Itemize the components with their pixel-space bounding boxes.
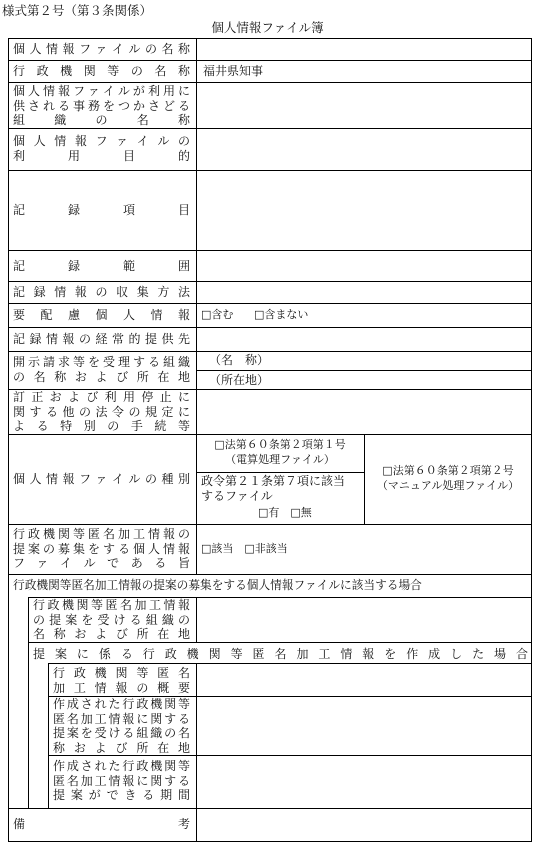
indent-line (48, 663, 49, 808)
row-divider (8, 524, 532, 525)
label-info-overview: 行政機関等匿名 加工情報の概要 (53, 666, 190, 695)
column-divider (196, 663, 197, 808)
row-divider (8, 170, 532, 171)
row-divider (48, 663, 532, 664)
column-divider (196, 808, 197, 842)
label-collection-method: 記録情報の収集方法 (13, 285, 190, 299)
column-divider (196, 597, 197, 642)
label-proposal-period: 作成された行政機関等 匿名加工情報に関する 提案ができる期間 (53, 759, 190, 802)
column-divider (364, 434, 365, 524)
row-divider (8, 351, 532, 352)
label-purpose: 個人情報ファイルの 利用目的 (13, 134, 190, 163)
label-disclosure-office: 開示請求等を受理する組織 の名称および所在地 (13, 355, 190, 384)
checkbox-electronic-file[interactable]: □法第６０条第２項第１号 （電算処理ファイル） (214, 438, 346, 466)
row-divider (8, 327, 532, 328)
label-file-type: 個人情報ファイルの種別 (13, 472, 190, 486)
cell-divider (196, 370, 532, 371)
value-agency: 福井県知事 (203, 64, 264, 78)
ordinance-note: 政令第２１条第７項に該当 するファイル (201, 474, 346, 503)
label-record-items: 記録項目 (13, 203, 190, 217)
indent-line (28, 597, 29, 808)
row-divider (8, 250, 532, 251)
label-organization: 個人情報ファイルが利用に 供される事務をつかさどる 組織の名称 (13, 84, 190, 127)
row-divider (8, 281, 532, 282)
checkbox-applicable[interactable]: □該当 □非該当 (201, 542, 288, 555)
disclosure-name-label: （名 称） (209, 353, 270, 367)
subsection-created-case: 提案に係る行政機関等匿名加工情報を作成した場合 (33, 647, 528, 661)
label-proposal-receiver: 行政機関等匿名加工情報 の提案を受ける組織の 名称および所在地 (33, 598, 190, 641)
checkbox-not-contains[interactable]: □含まない (254, 308, 309, 321)
disclosure-address-label: （所在地） (209, 373, 270, 387)
section-anonymized-case: 行政機関等匿名加工情報の提案の募集をする個人情報ファイルに該当する場合 (13, 578, 422, 592)
label-regular-provision: 記録情報の経常的提供先 (13, 332, 190, 346)
label-agency: 行政機関等の名称 (13, 64, 190, 78)
label-sensitive-info: 要配慮個人情報 (13, 308, 190, 322)
checkbox-contains[interactable]: □含む (201, 308, 234, 321)
row-divider (8, 82, 532, 83)
row-divider (8, 808, 532, 809)
row-divider (48, 755, 532, 756)
label-record-scope: 記録範囲 (13, 259, 190, 273)
row-divider (28, 642, 532, 643)
cell-divider (196, 472, 364, 473)
row-divider (8, 303, 532, 304)
form-title: 個人情報ファイル簿 (211, 20, 324, 35)
row-divider (8, 60, 532, 61)
row-divider (8, 434, 532, 435)
checkbox-manual-file[interactable]: □法第６０条第２項第２号 （マニュアル処理ファイル） (376, 464, 520, 492)
column-divider (196, 38, 197, 574)
row-divider (8, 574, 532, 575)
form-number: 様式第２号（第３条関係） (2, 3, 153, 18)
label-anonymized-offering: 行政機関等匿名加工情報の 提案の募集をする個人情報 ファイルである旨 (13, 527, 190, 570)
label-file-name: 個人情報ファイルの名称 (13, 42, 190, 56)
label-created-receiver: 作成された行政機関等 匿名加工情報に関する 提案を受ける組織の名 称および所在地 (53, 697, 190, 755)
label-correction-procedure: 訂正および利用停止に 関する他の法令の規定に よる特別の手続等 (13, 390, 190, 433)
label-remarks: 備考 (13, 817, 190, 831)
checkbox-yes-no[interactable]: □有 □無 (258, 506, 312, 519)
row-divider (8, 128, 532, 129)
